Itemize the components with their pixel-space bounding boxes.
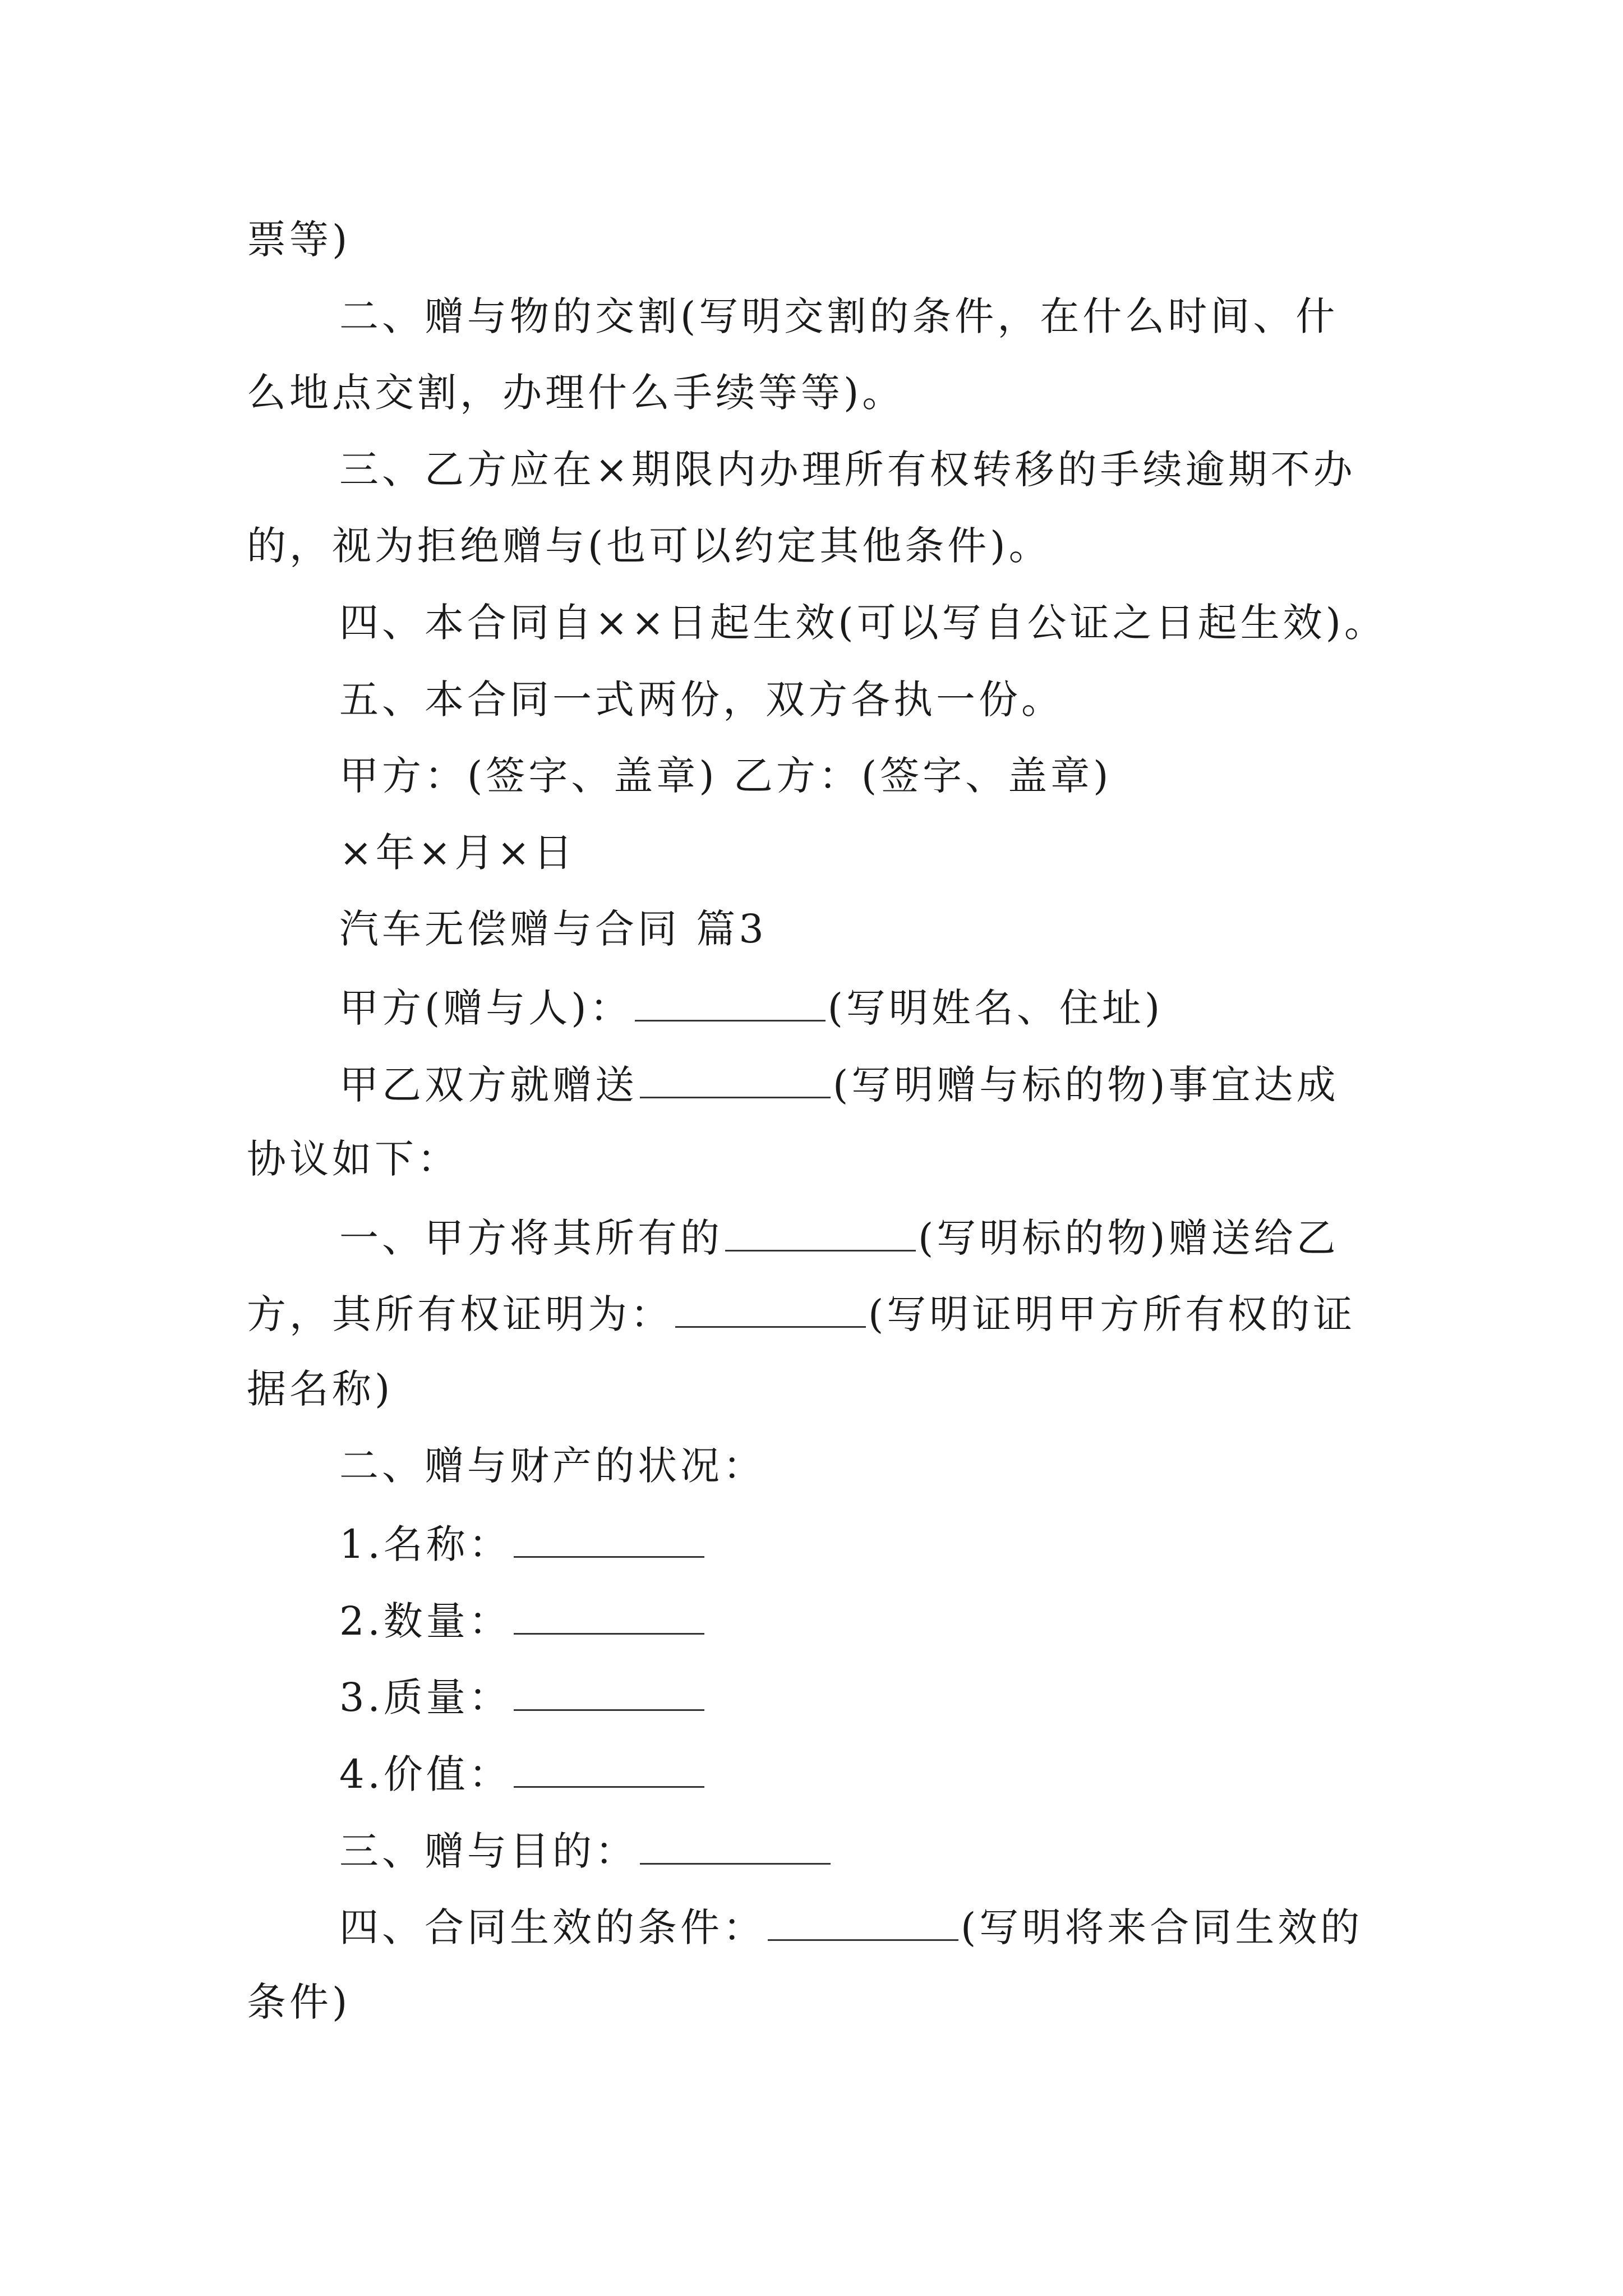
article-text: (写明标的物)赠送给乙 [918,1215,1339,1261]
party-a-note: (写明姓名、住址) [827,985,1164,1031]
article-4-line [339,1904,1363,1950]
fill-blank[interactable] [640,1063,831,1098]
article-1-line [339,1215,1339,1261]
agreement-text: (写明赠与标的物)事宜达成 [833,1062,1339,1108]
party-a-line [339,985,1164,1031]
fill-blank[interactable] [514,1599,704,1635]
fill-blank[interactable] [675,1292,866,1328]
fill-blank[interactable] [514,1676,704,1711]
date-line: ×年×月×日 [339,830,576,876]
signature-line: 甲方：(签字、盖章) 乙方：(签字、盖章) [339,753,1112,799]
item-quantity-line [339,1598,707,1644]
section-title: 汽车无偿赠与合同 篇3 [339,906,767,952]
agreement-text: 甲乙双方就赠送 [339,1062,638,1108]
text-line: 二、赠与物的交割(写明交割的条件，在什么时间、什 [339,293,1339,339]
item-value-line [339,1751,707,1797]
text-line: 协议如下： [247,1136,460,1182]
fill-blank[interactable] [640,1829,831,1865]
item-label: 3.质量： [339,1674,511,1720]
item-label: 4.价值： [339,1751,511,1797]
article-text: 四、合同生效的条件： [339,1904,766,1950]
article-text: 三、赠与目的： [339,1828,638,1874]
item-label: 1.名称： [339,1521,511,1567]
fill-blank[interactable] [725,1216,916,1251]
text-line: 据名称) [247,1366,394,1412]
party-a-label: 甲方(赠与人)： [339,985,633,1031]
fill-blank[interactable] [514,1522,704,1558]
article-text: 一、甲方将其所有的 [339,1215,723,1261]
item-name-line [339,1521,707,1567]
text-line: 三、乙方应在×期限内办理所有权转移的手续逾期不办 [339,447,1356,493]
article-text: (写明证明甲方所有权的证 [868,1291,1356,1337]
item-quality-line [339,1674,707,1720]
text-line: 的，视为拒绝赠与(也可以约定其他条件)。 [247,523,1052,569]
text-line: 五、本合同一式两份，双方各执一份。 [339,677,1064,723]
item-label: 2.数量： [339,1598,511,1644]
fill-blank[interactable] [514,1752,704,1788]
article-text: 方，其所有权证明为： [247,1291,673,1337]
text-line: 么地点交割，办理什么手续等等)。 [247,370,905,416]
article-1-line-2 [247,1291,1356,1337]
text-line: 条件) [247,1979,351,2025]
article-text: (写明将来合同生效的 [961,1904,1363,1950]
article-2-heading: 二、赠与财产的状况： [339,1443,766,1489]
fill-blank[interactable] [768,1906,958,1941]
fill-blank[interactable] [635,986,826,1022]
text-line: 票等) [247,217,351,263]
article-3-line [339,1828,833,1874]
text-line: 四、本合同自××日起生效(可以写自公证之日起生效)。 [339,600,1387,646]
agreement-line [339,1062,1339,1108]
